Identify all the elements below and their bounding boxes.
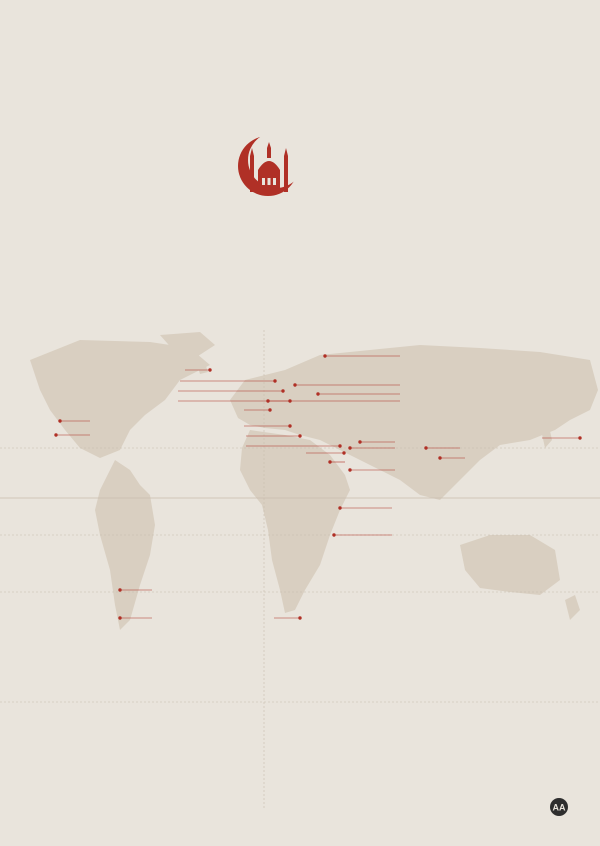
aa-logo-icon <box>539 797 579 833</box>
mosque-crescent-icon <box>228 130 308 200</box>
world-map <box>0 330 600 810</box>
svg-text:AA: AA <box>552 802 566 813</box>
